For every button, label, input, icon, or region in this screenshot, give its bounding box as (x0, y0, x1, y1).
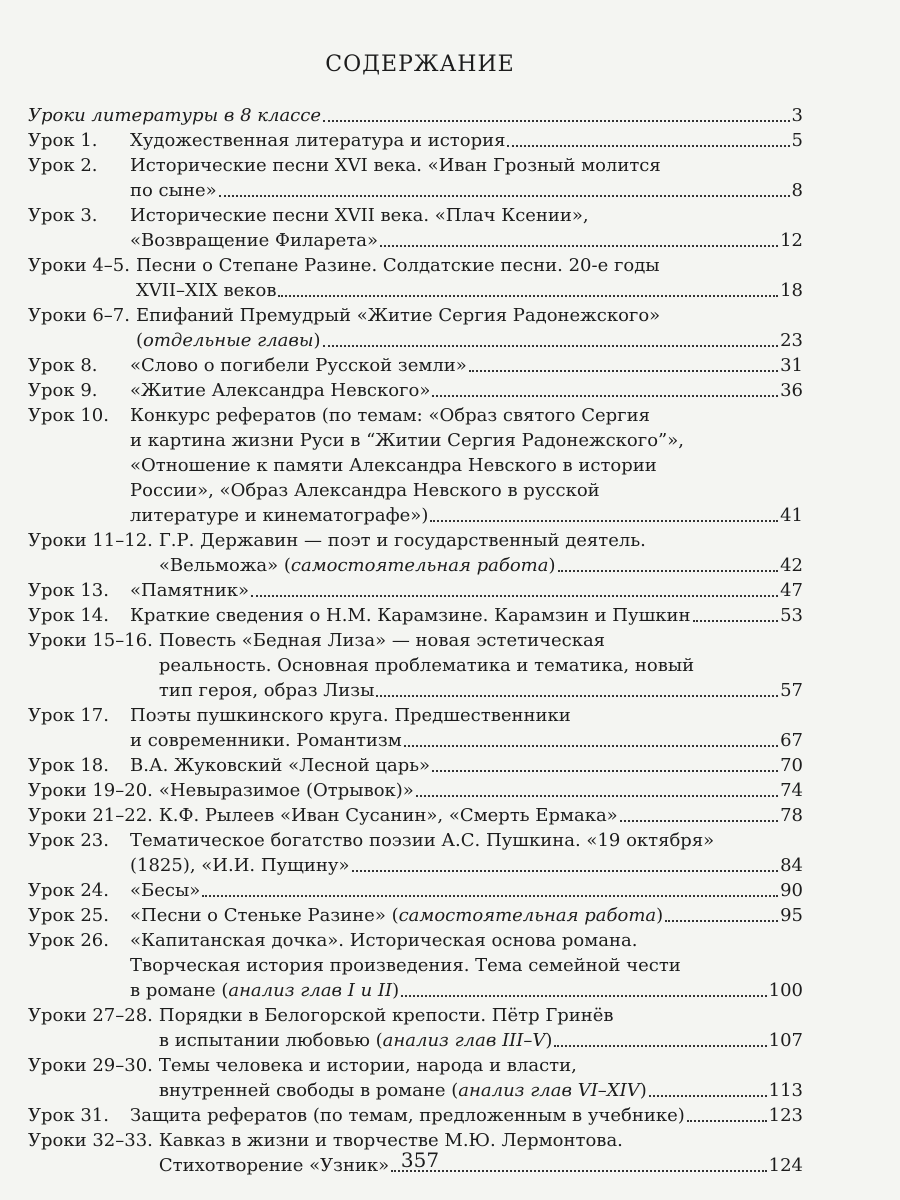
dot-leader (401, 995, 766, 997)
toc-entry-line (130, 153, 803, 178)
toc-entry-text (130, 978, 399, 1003)
dot-leader (665, 920, 778, 922)
toc-entry-body (159, 803, 803, 828)
toc-entry-text (130, 203, 589, 228)
toc-entry-text (159, 528, 646, 553)
toc-entry-text (130, 828, 714, 853)
dot-leader (202, 895, 778, 897)
toc-entry-body (130, 578, 803, 603)
toc-text-fragment: ) (656, 905, 664, 926)
toc-entry-line (130, 953, 803, 978)
toc-entry-text (159, 678, 375, 703)
toc-italic-note: анализ глав VI–XIV (458, 1080, 640, 1101)
toc-text-fragment: «Невыразимое (Отрывок)» (158, 780, 414, 801)
toc-entry (28, 128, 803, 153)
dot-leader (404, 745, 778, 747)
toc-text-fragment: по сыне» (130, 180, 217, 201)
toc-entry-line (136, 278, 803, 303)
toc-text-fragment: К.Ф. Рылеев «Иван Сусанин», «Смерть Ермака» (158, 805, 618, 826)
toc-entry-body (28, 103, 803, 128)
toc-entry-body (130, 928, 803, 1003)
toc-entry-line (130, 203, 803, 228)
table-of-contents (28, 103, 803, 1178)
dot-leader (507, 145, 789, 147)
toc-entry-line (130, 353, 803, 378)
toc-entry-text (159, 778, 414, 803)
toc-entry-body (130, 403, 803, 528)
toc-entry-text (130, 728, 402, 753)
toc-entry-line (130, 478, 803, 503)
toc-page-number: 100 (768, 980, 803, 1001)
toc-entry-text (136, 328, 321, 353)
toc-text-fragment: внутренней свободы в романе ( (158, 1080, 459, 1101)
dot-leader (352, 870, 779, 872)
toc-entry-text (130, 353, 467, 378)
toc-lesson-label: Урок 23. (28, 830, 109, 851)
toc-entry-text (130, 1103, 685, 1128)
toc-entry-text (159, 653, 694, 678)
toc-entry-line (130, 503, 803, 528)
toc-entry-line (130, 828, 803, 853)
toc-entry-body (130, 903, 803, 928)
toc-page-number: 5 (791, 130, 803, 151)
toc-entry-text (130, 378, 430, 403)
toc-text-fragment: «Вельможа» ( (158, 555, 291, 576)
toc-entry-line (130, 978, 803, 1003)
toc-lesson-label: Уроки 29–30. (28, 1055, 153, 1076)
dot-leader (693, 620, 779, 622)
toc-italic-note: отдельные главы (143, 330, 314, 351)
dot-leader (649, 1095, 767, 1097)
toc-entry-text (130, 128, 505, 153)
toc-entry-body (130, 153, 803, 203)
toc-text-fragment: ) (639, 1080, 647, 1101)
toc-text-fragment: и современники. Романтизм (130, 730, 402, 751)
toc-entry-text (130, 153, 661, 178)
toc-page-number: 23 (780, 330, 803, 351)
toc-entry-text (159, 1078, 647, 1103)
toc-entry-text (159, 1053, 577, 1078)
toc-entry-text (130, 903, 663, 928)
toc-entry-line (159, 803, 803, 828)
toc-entry-body (130, 603, 803, 628)
toc-page-number: 3 (791, 105, 803, 126)
toc-entry-text (130, 228, 378, 253)
toc-entry-text (130, 453, 657, 478)
toc-entry-line (136, 253, 803, 278)
toc-entry-body (130, 378, 803, 403)
toc-entry-line (159, 1078, 803, 1103)
toc-lesson-label: Уроки 32–33. (28, 1130, 153, 1151)
toc-page-number: 47 (780, 580, 803, 601)
toc-intro-entry (28, 103, 803, 128)
toc-entry (28, 1003, 803, 1053)
toc-text-fragment: ) (548, 555, 556, 576)
toc-page-number: 123 (768, 1105, 803, 1126)
toc-text-fragment: Защита рефератов (по темам, предложенным в учебнике) (130, 1105, 685, 1126)
toc-entry-body (130, 753, 803, 778)
toc-entry-body (130, 703, 803, 753)
toc-lesson-label: Урок 9. (28, 380, 98, 401)
toc-lesson-label: Уроки 27–28. (28, 1005, 153, 1026)
toc-entry (28, 878, 803, 903)
toc-entry-body (130, 1103, 803, 1128)
toc-entry (28, 528, 803, 578)
toc-lesson-label: Урок 25. (28, 905, 109, 926)
toc-page-number: 70 (780, 755, 803, 776)
toc-text-fragment: Исторические песни XVII века. «Плач Ксении», (130, 205, 589, 226)
toc-entry-line (130, 178, 803, 203)
toc-entry-text (130, 853, 350, 878)
toc-page-number: 107 (768, 1030, 803, 1051)
toc-text-fragment: ) (392, 980, 400, 1001)
toc-text-fragment: «Отношение к памяти Александра Невского в истории (130, 455, 657, 476)
toc-text-fragment: ( (135, 330, 143, 351)
toc-entry-line (136, 328, 803, 353)
toc-text-fragment: Стихотворение «Узник» (158, 1155, 390, 1176)
toc-text-fragment: Повесть «Бедная Лиза» — новая эстетическая (158, 630, 606, 651)
toc-entry-body (159, 628, 803, 703)
toc-page-number: 90 (780, 880, 803, 901)
toc-entry-line (159, 553, 803, 578)
toc-entry-body (136, 253, 803, 303)
toc-italic-note: анализ глав III–V (382, 1030, 546, 1051)
toc-page-number: 36 (780, 380, 803, 401)
toc-entry-line (130, 428, 803, 453)
toc-entry-text (159, 1003, 614, 1028)
toc-text-fragment: Песни о Степане Разине. Солдатские песни. 20-е годы (135, 255, 660, 276)
toc-lesson-label: Уроки 4–5. (28, 255, 130, 276)
toc-entry-text (130, 928, 637, 953)
dot-leader (432, 770, 778, 772)
dot-leader (251, 595, 778, 597)
toc-lesson-label: Урок 10. (28, 405, 109, 426)
toc-entry-line (136, 303, 803, 328)
toc-entry (28, 153, 803, 203)
toc-page-number: 41 (780, 505, 803, 526)
toc-page-number: 53 (780, 605, 803, 626)
toc-entry-text (130, 953, 681, 978)
toc-lesson-label: Урок 17. (28, 705, 109, 726)
toc-text-fragment: Конкурс рефератов (по темам: «Образ святого Сергия (130, 405, 650, 426)
toc-entry (28, 303, 803, 353)
toc-lesson-label: Урок 2. (28, 155, 98, 176)
dot-leader (687, 1120, 767, 1122)
toc-lesson-label: Урок 24. (28, 880, 109, 901)
toc-entry (28, 353, 803, 378)
toc-entry-line (159, 653, 803, 678)
toc-entry-text (130, 603, 691, 628)
toc-text-fragment: Епифаний Премудрый «Житие Сергия Радонежского» (135, 305, 661, 326)
toc-entry-line (130, 228, 803, 253)
toc-text-fragment: XVII–XIX веков (135, 280, 277, 301)
toc-italic-note: анализ глав I и II (228, 980, 393, 1001)
toc-lesson-label: Урок 8. (28, 355, 98, 376)
toc-lesson-label: Урок 26. (28, 930, 109, 951)
toc-text-fragment: Краткие сведения о Н.М. Карамзине. Карамзин и Пушкин (130, 605, 691, 626)
toc-entry (28, 753, 803, 778)
toc-lesson-label: Уроки 19–20. (28, 780, 153, 801)
toc-entry (28, 403, 803, 528)
dot-leader (380, 245, 778, 247)
toc-lesson-label: Урок 13. (28, 580, 109, 601)
toc-text-fragment: Художественная литература и история (130, 130, 506, 151)
toc-entry (28, 703, 803, 753)
toc-entry (28, 378, 803, 403)
toc-entry (28, 1103, 803, 1128)
dot-leader (278, 295, 778, 297)
toc-entry-line (159, 1028, 803, 1053)
toc-page-number: 67 (780, 730, 803, 751)
toc-text-fragment: «Возвращение Филарета» (130, 230, 379, 251)
toc-entry (28, 578, 803, 603)
toc-entry-line (130, 903, 803, 928)
dot-leader (416, 795, 778, 797)
toc-text-fragment: «Песни о Стеньке Разине» ( (130, 905, 399, 926)
toc-entry-body (130, 353, 803, 378)
toc-lesson-label: Уроки 6–7. (28, 305, 130, 326)
toc-entry-text (159, 628, 605, 653)
toc-entry-line (130, 1103, 803, 1128)
toc-text-fragment: ) (313, 330, 321, 351)
dot-leader (323, 120, 790, 122)
toc-entry-line (130, 603, 803, 628)
toc-text-fragment: Кавказ в жизни и творчестве М.Ю. Лермонтова. (158, 1130, 623, 1151)
toc-lesson-label: Урок 1. (28, 130, 98, 151)
toc-text-fragment: Темы человека и истории, народа и власти, (158, 1055, 577, 1076)
toc-text-fragment: Творческая история произведения. Тема семейной чести (130, 955, 681, 976)
dot-leader (432, 395, 778, 397)
toc-text-fragment: «Слово о погибели Русской земли» (130, 355, 467, 376)
toc-page-number: 124 (768, 1155, 803, 1176)
toc-text-fragment: «Капитанская дочка». Историческая основа романа. (130, 930, 638, 951)
toc-text-fragment: в испытании любовью ( (158, 1030, 383, 1051)
toc-entry (28, 203, 803, 253)
toc-entry (28, 628, 803, 703)
toc-lesson-label: Урок 31. (28, 1105, 109, 1126)
page-number: 357 (400, 1148, 440, 1172)
toc-text-fragment: «Бесы» (130, 880, 201, 901)
toc-entry-line (130, 578, 803, 603)
toc-text-fragment: тип героя, образ Лизы (158, 680, 375, 701)
toc-text-fragment: и картина жизни Руси в “Житии Сергия Радонежского”», (130, 430, 684, 451)
toc-text-fragment: «Житие Александра Невского» (130, 380, 431, 401)
toc-entry-body (130, 878, 803, 903)
toc-entry-text (159, 553, 556, 578)
toc-entry (28, 803, 803, 828)
toc-lesson-label: Урок 14. (28, 605, 109, 626)
toc-entry-body (159, 778, 803, 803)
toc-text-fragment: Г.Р. Державин — поэт и государственный деятель. (158, 530, 646, 551)
toc-entry-text (159, 1028, 553, 1053)
toc-entry-text (130, 753, 430, 778)
toc-entry-text (130, 578, 249, 603)
toc-text-fragment: (1825), «И.И. Пущину» (130, 855, 350, 876)
dot-leader (558, 570, 779, 572)
toc-text-fragment: литературе и кинематографе») (130, 505, 429, 526)
toc-entry (28, 778, 803, 803)
toc-entry-body (130, 203, 803, 253)
dot-leader (430, 520, 778, 522)
toc-intro-text: Уроки литературы в 8 классе (28, 105, 322, 126)
toc-page-number: 12 (780, 230, 803, 251)
toc-entry-line (159, 528, 803, 553)
toc-entry (28, 928, 803, 1003)
toc-page-number: 78 (780, 805, 803, 826)
dot-leader (376, 695, 778, 697)
toc-text-fragment: «Памятник» (130, 580, 250, 601)
toc-text-fragment: в романе ( (130, 980, 229, 1001)
toc-entry-body (130, 828, 803, 878)
toc-entry-line (159, 1003, 803, 1028)
toc-lesson-label: Урок 3. (28, 205, 98, 226)
toc-text-fragment: В.А. Жуковский «Лесной царь» (130, 755, 431, 776)
toc-entry-text (130, 703, 571, 728)
toc-lesson-label: Уроки 15–16. (28, 630, 153, 651)
toc-page-number: 8 (791, 180, 803, 201)
toc-entry-text (130, 478, 600, 503)
toc-text-fragment: России», «Образ Александра Невского в русской (130, 480, 600, 501)
toc-entry-line (130, 928, 803, 953)
toc-entry-line (159, 778, 803, 803)
toc-entry-text (130, 403, 650, 428)
toc-page-number: 31 (780, 355, 803, 376)
toc-entry-text (130, 178, 217, 203)
dot-leader (620, 820, 778, 822)
toc-entry-text (130, 503, 428, 528)
dot-leader (469, 370, 778, 372)
toc-entry-text (159, 803, 618, 828)
toc-text-fragment: Поэты пушкинского круга. Предшественники (130, 705, 571, 726)
toc-entry-line (130, 703, 803, 728)
toc-entry (28, 1053, 803, 1103)
toc-entry-line (130, 753, 803, 778)
toc-entry-body (130, 128, 803, 153)
toc-entry-body (136, 303, 803, 353)
toc-entry-line (130, 403, 803, 428)
toc-page-number: 18 (780, 280, 803, 301)
toc-italic-note: самостоятельная работа (398, 905, 657, 926)
toc-entry (28, 903, 803, 928)
toc-entry-text (136, 303, 660, 328)
toc-page-number: 113 (768, 1080, 803, 1101)
dot-leader (219, 195, 790, 197)
toc-text-fragment: реальность. Основная проблематика и тематика, новый (158, 655, 695, 676)
toc-entry-body (159, 1053, 803, 1103)
toc-entry-line (28, 103, 803, 128)
toc-text-fragment: Порядки в Белогорской крепости. Пётр Гринёв (158, 1005, 614, 1026)
toc-text-fragment: ) (545, 1030, 553, 1051)
toc-lesson-label: Уроки 21–22. (28, 805, 153, 826)
toc-entry-line (130, 453, 803, 478)
toc-entry-line (130, 378, 803, 403)
toc-page-number: 95 (780, 905, 803, 926)
toc-text-fragment: Тематическое богатство поэзии А.С. Пушкина. «19 октября» (130, 830, 715, 851)
contents-title: СОДЕРЖАНИЕ (325, 52, 515, 77)
toc-text-fragment: Исторические песни XVI века. «Иван Грозный молится (130, 155, 661, 176)
toc-page-number: 74 (780, 780, 803, 801)
toc-entry-line (130, 878, 803, 903)
toc-entry-body (159, 1003, 803, 1053)
toc-entry-line (130, 728, 803, 753)
toc-entry-body (159, 528, 803, 578)
toc-entry-line (130, 853, 803, 878)
toc-entry-line (159, 678, 803, 703)
toc-lesson-label: Урок 18. (28, 755, 109, 776)
toc-entry-text (136, 278, 277, 303)
toc-page-number: 42 (780, 555, 803, 576)
toc-entry (28, 603, 803, 628)
toc-entry-line (159, 628, 803, 653)
toc-entry-line (130, 128, 803, 153)
toc-entry-text (130, 428, 684, 453)
toc-entry (28, 253, 803, 303)
toc-entry-line (159, 1053, 803, 1078)
dot-leader (323, 345, 779, 347)
toc-page-number: 57 (780, 680, 803, 701)
toc-italic-note: самостоятельная работа (290, 555, 549, 576)
toc-entry (28, 828, 803, 878)
toc-page-number: 84 (780, 855, 803, 876)
dot-leader (554, 1045, 766, 1047)
toc-entry-text (130, 878, 200, 903)
toc-entry-text (136, 253, 660, 278)
toc-lesson-label: Уроки 11–12. (28, 530, 153, 551)
